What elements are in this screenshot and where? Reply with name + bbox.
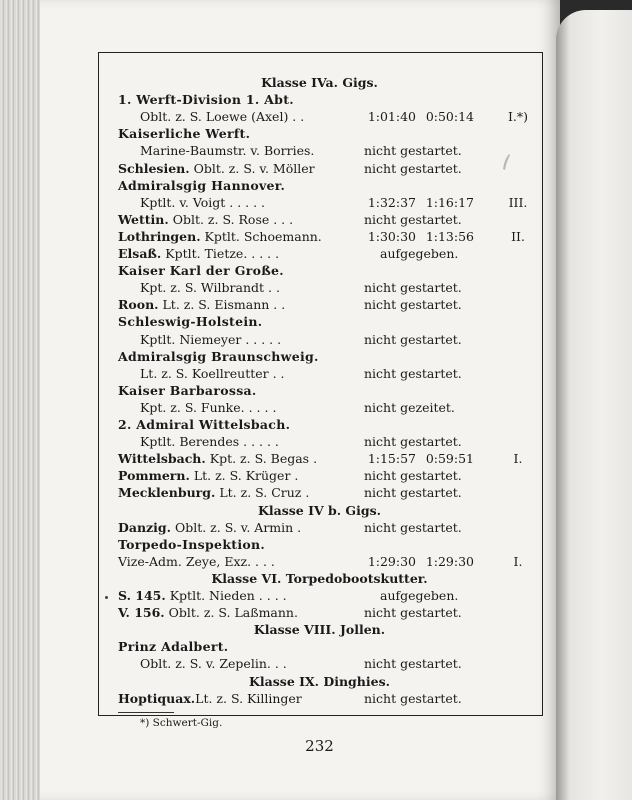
result-row <box>118 228 538 245</box>
result-status: nicht gestartet. <box>364 656 462 672</box>
entry-group-heading: Admiralsgig Braunschweig. <box>118 348 319 364</box>
time-corrected: 0:50:14 <box>425 109 474 125</box>
result-row-label: Kpt. z. S. Wilbrandt . . <box>140 280 280 296</box>
ship-name: Wettin. <box>118 211 169 227</box>
result-status: nicht gestartet. <box>364 365 462 381</box>
ship-name: Pommern. <box>118 468 190 484</box>
result-row <box>118 690 538 707</box>
section-heading-klasse-iva: Klasse IVa. Gigs. <box>261 75 378 90</box>
result-status: nicht gestartet. <box>364 331 462 347</box>
result-status: nicht gestartet. <box>364 434 462 450</box>
result-row-label: Kptlt. v. Voigt . . . . . <box>140 194 266 210</box>
result-row-label: Kpt. z. S. Funke. . . . . <box>140 399 277 415</box>
result-row <box>118 467 538 484</box>
time-corrected: 1:29:30 <box>425 553 474 569</box>
result-row <box>118 553 538 570</box>
book-page-right-edge <box>556 10 632 800</box>
ship-name: Danzig. <box>118 519 171 535</box>
result-row <box>118 108 538 125</box>
result-status: nicht gestartet. <box>364 143 462 159</box>
result-status: aufgegeben. <box>380 588 459 603</box>
result-row <box>118 245 538 262</box>
result-row <box>118 365 538 382</box>
entry-group-heading: Kaiser Barbarossa. <box>118 382 257 398</box>
time-elapsed: 1:29:30 <box>367 553 416 569</box>
result-status: nicht gestartet. <box>364 468 462 484</box>
time-corrected: 1:13:56 <box>425 228 474 244</box>
result-row <box>118 211 538 228</box>
entry-group-heading: Kaiser Karl der Große. <box>118 263 284 279</box>
placement: I. <box>513 451 523 467</box>
result-status: aufgegeben. <box>380 246 459 261</box>
result-row <box>118 279 538 296</box>
result-row-label: Lt. z. S. Koellreutter . . <box>140 365 285 381</box>
book-spine-left <box>0 0 44 800</box>
result-status: nicht gestartet. <box>364 297 462 313</box>
time-corrected: 1:16:17 <box>425 194 474 210</box>
section-heading-klasse-vi: Klasse VI. Torpedobootskutter. <box>211 570 428 586</box>
result-row-label: Oblt. z. S. v. Möller <box>193 160 315 176</box>
ship-name: Schlesien. <box>118 160 190 176</box>
result-row-label: Oblt. z. S. Laßmann. <box>168 605 298 621</box>
result-row-label: Kptlt. Berendes . . . . . <box>140 434 279 450</box>
result-row <box>118 160 538 177</box>
section-heading-klasse-ix: Klasse IX. Dinghies. <box>249 673 390 689</box>
ship-name: Hoptiquax. <box>118 690 196 706</box>
result-row-label: Oblt. z. S. Loewe (Axel) . . <box>140 109 305 125</box>
result-row-label: Oblt. z. S. v. Zepelin. . . <box>140 656 287 672</box>
result-row <box>118 519 538 536</box>
entry-group-heading: Admiralsgig Hannover. <box>118 177 286 193</box>
result-row <box>118 331 538 348</box>
result-row-label: Marine-Baumstr. v. Borries. <box>140 143 315 159</box>
placement: II. <box>511 228 525 244</box>
result-status: nicht gestartet. <box>364 280 462 296</box>
time-corrected: 0:59:51 <box>425 451 474 467</box>
result-row <box>118 433 538 450</box>
entry-group-heading: 2. Admiral Wittelsbach. <box>118 417 291 432</box>
entry-group-heading: Torpedo-Inspektion. <box>118 536 266 552</box>
result-status: nicht gestartet. <box>364 519 462 535</box>
result-row <box>118 142 538 159</box>
result-row-label: Lt. z. S. Killinger <box>195 690 302 706</box>
result-row-label: Vize-Adm. Zeye, Exz. . . . <box>118 553 275 569</box>
result-row <box>118 296 538 313</box>
result-status: nicht gezeitet. <box>364 399 455 415</box>
page-speck <box>105 596 108 599</box>
ship-name: S. 145. <box>118 588 166 603</box>
placement: I. <box>513 553 523 569</box>
result-row-label: Kptlt. Tietze. . . . . <box>165 246 280 261</box>
entry-group-heading: Prinz Adalbert. <box>118 639 229 655</box>
ship-name: Wittelsbach. <box>118 451 206 467</box>
ship-name: Elsaß. <box>118 246 162 261</box>
placement: I.*) <box>507 109 529 125</box>
time-elapsed: 1:30:30 <box>367 228 416 244</box>
result-row-label: Kptlt. Schoemann. <box>204 228 322 244</box>
entry-group-heading: 1. Werft-Division 1. Abt. <box>118 92 294 108</box>
result-row <box>118 484 538 501</box>
result-row <box>118 194 538 211</box>
ship-name: Lothringen. <box>118 228 201 244</box>
section-heading-klasse-viii: Klasse VIII. Jollen. <box>253 622 386 638</box>
entry-group-heading: Schleswig-Holstein. <box>118 314 263 330</box>
result-status: nicht gestartet. <box>364 605 462 621</box>
footnote: *) Schwert-Gig. <box>140 716 223 729</box>
result-row-label: Kptlt. Nieden . . . . <box>169 588 287 603</box>
section-heading-klasse-ivb: Klasse IV b. Gigs. <box>258 502 381 518</box>
result-status: nicht gestartet. <box>364 160 462 176</box>
footnote-rule <box>118 712 174 713</box>
result-status: nicht gestartet. <box>364 485 462 501</box>
result-row <box>118 450 538 467</box>
result-row-label: Oblt. z. S. v. Armin . <box>174 519 302 535</box>
result-status: nicht gestartet. <box>364 690 462 706</box>
time-elapsed: 1:32:37 <box>367 194 416 210</box>
result-row-label: Oblt. z. S. Rose . . . <box>172 211 294 227</box>
time-elapsed: 1:15:57 <box>367 451 416 467</box>
result-status: nicht gestartet. <box>364 211 462 227</box>
result-row-label: Lt. z. S. Krüger . <box>193 468 299 484</box>
entry-group-heading: Kaiserliche Werft. <box>118 126 251 142</box>
ship-name: Mecklenburg. <box>118 485 216 501</box>
result-row <box>118 655 538 672</box>
result-row-label: Lt. z. S. Cruz . <box>219 485 310 501</box>
result-row-label: Lt. z. S. Eismann . . <box>162 297 286 313</box>
ship-name: V. 156. <box>118 605 165 621</box>
ship-name: Roon. <box>118 297 159 313</box>
time-elapsed: 1:01:40 <box>367 109 416 125</box>
placement: III. <box>508 194 528 210</box>
page-number: 232 <box>305 737 334 755</box>
result-row-label: Kpt. z. S. Begas . <box>209 451 318 467</box>
pencil-mark-icon <box>500 152 512 172</box>
result-row <box>118 604 538 621</box>
result-row <box>118 399 538 416</box>
result-row-label: Kptlt. Niemeyer . . . . . <box>140 331 282 347</box>
result-row <box>118 587 538 604</box>
